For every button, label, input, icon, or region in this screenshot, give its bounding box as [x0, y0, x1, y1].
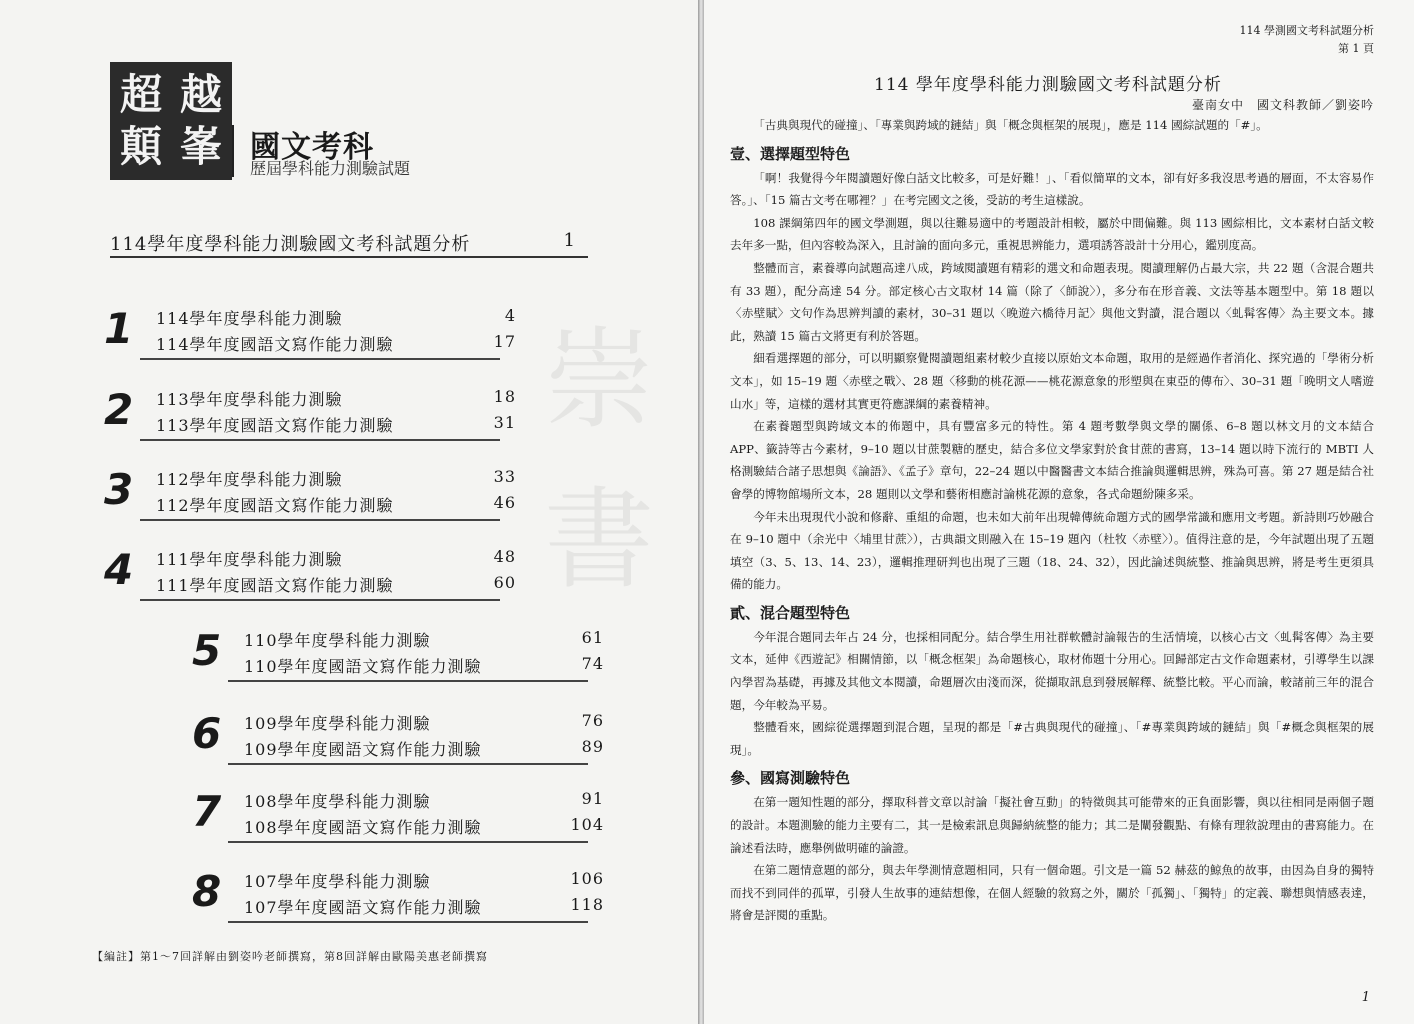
toc-entry-page: 74: [581, 654, 604, 673]
toc-header-title: 114學年度學科能力測驗國文考科試題分析: [110, 234, 471, 255]
toc-entry-page: 91: [581, 789, 604, 808]
running-head-page: 第 1 頁: [1338, 42, 1374, 55]
paragraph: 在第一題知性題的部分，擇取科普文章以討論「擬社會互動」的特徵與其可能帶來的正負面影響，與以往相同是兩個子題的設計。本題測驗的能力主要有二，其一是檢索訊息與歸納統整的能力；其二是闡發觀點、有條有理敘說理由的書寫能力。在論述看法時，應舉例做明確的論證。: [730, 795, 1374, 855]
toc-rule: [228, 680, 588, 682]
intro-paragraph: 「古典與現代的碰撞」、「專業與跨域的鏈結」與「概念與框架的展現」，應是 114 國綜試題的「#」。: [753, 118, 1268, 132]
toc-rule: [140, 519, 500, 521]
logo-char: 超: [119, 70, 162, 119]
watermark: 崇 書: [544, 316, 654, 604]
paragraph: 在素養題型與跨域文本的佈題中，具有豐富多元的特性。第 4 題考數學與文學的關係、6–8 題以林文月的文本結合 APP、籤詩等古今素材，9–10 題以甘蔗製糖的歷史，結合多位文學家對於食甘蔗的書寫，13–14 題以時下流行的 MBTI 人格測驗結合諸子思想與《論語》、《孟子》章句，22–24 題以中醫醫書文本結合推論與邏輯思辨，殊為可喜。第 27 題是結合社會學的博物館場所文本，28 題則以文學和藝術相應討論桃花源的意象，各式命題紛陳多采。: [730, 419, 1374, 501]
article-title: 114 學年度學科能力測驗國文考科試題分析: [874, 75, 1222, 95]
toc-group-7[interactable]: [192, 785, 668, 865]
chapter-number: 6: [192, 709, 222, 758]
toc-entry-label: 110學年度學科能力測驗: [244, 631, 431, 650]
paragraph: 108 課綱第四年的國文學測題，與以往難易適中的考題設計相較，屬於中間偏難。與 113 國綜相比，文本素材白話文較去年多一點，但內容較為深入，且討論的面向多元，重視思辨能力，選項誘答設計十分用心，鑑別度高。: [730, 215, 1374, 253]
toc-entry-label: 108學年度學科能力測驗: [244, 792, 431, 811]
chapter-number: 3: [104, 465, 134, 514]
toc-entry-label: 111學年度學科能力測驗: [156, 550, 343, 569]
toc-entry-page: 106: [570, 869, 604, 888]
toc-entry[interactable]: [156, 467, 516, 490]
paragraph: 整體而言，素養導向試題高達八成，跨域閱讀題有精彩的選文和命題表現。閱讀理解仍占最大宗，共 22 題（含混合題共有 33 題），配分高達 54 分。部定核心古文取材 14 篇（除了〈師說〉），多分布在形音義、文法等基本題型中。第 18 題以〈赤壁賦〉文句作為思辨判讀的素材，30–31 題以〈晚遊六橋待月記〉與他文對讀，混合題以〈虬髯客傳〉為主要文本。據此，熟讀 15 篇古文將更有利於答題。: [730, 260, 1374, 343]
section-heading: 參、國寫測驗特色: [730, 769, 851, 788]
toc-entry-page: 31: [493, 413, 516, 432]
paragraph: 今年未出現現代小說和修辭、重組的命題，也未如大前年出現韓傳統命題方式的國學常識和應用文考題。新詩則巧妙融合在 9–10 題中（余光中〈埔里甘蔗〉），古典韻文則融入在 15–19 題內（杜牧〈赤壁〉）。值得注意的是，今年試題出現了五題填空（3、5、13、14、23），邏輯推理研判也出現了三題（18、24、32），因此論述與統整、推論與思辨，將是考生更須具備的能力。: [730, 509, 1374, 592]
toc-group-2[interactable]: [104, 383, 580, 463]
logo-char: 峯: [179, 122, 222, 171]
toc-entry-label: 107學年度國語文寫作能力測驗: [244, 898, 482, 917]
toc-entry-label: 110學年度國語文寫作能力測驗: [244, 657, 482, 676]
toc-entry-label: 109學年度國語文寫作能力測驗: [244, 740, 482, 759]
chapter-number: 5: [192, 626, 222, 675]
logo-char: 顛: [119, 122, 162, 171]
toc-entry[interactable]: [244, 711, 604, 734]
toc-entry-label: 114學年度國語文寫作能力測驗: [156, 335, 394, 354]
series-logo: [110, 62, 232, 180]
paragraph: 細看選擇題的部分，可以明顯察覺閱讀題組素材較少直接以原始文本命題，取用的是經過作者消化、探究過的「學術分析文本」，如 15–19 題〈赤壁之戰〉、28 題〈移動的桃花源——桃花源意象的形塑與在東亞的傳布〉、30–31 題「晚明文人嗜遊山水」等，這樣的選材其實更符應課綱的素養精神。: [730, 351, 1374, 411]
article-author: 臺南女中 國文科教師／劉姿吟: [1191, 98, 1374, 112]
toc-entry-label: 109學年度學科能力測驗: [244, 714, 431, 733]
chapter-number: 2: [104, 385, 134, 434]
chapter-number: 1: [104, 304, 134, 353]
toc-entry-page: 61: [581, 628, 604, 647]
toc-entry-label: 112學年度國語文寫作能力測驗: [156, 496, 394, 515]
toc-entry-page: 118: [570, 895, 604, 914]
toc-entry[interactable]: [244, 815, 604, 838]
toc-entry[interactable]: [156, 547, 516, 570]
toc-entry[interactable]: [156, 413, 516, 436]
toc-entry-page: 89: [581, 737, 604, 756]
page-number: 1: [1361, 990, 1370, 1005]
toc-entry-page: 48: [493, 547, 516, 566]
toc-entry-page: 4: [504, 306, 516, 325]
toc-entry-page: 60: [493, 573, 516, 592]
editor-note: 【編註】第1～7回詳解由劉姿吟老師撰寫，第8回詳解由歐陽美惠老師撰寫: [92, 950, 488, 963]
toc-entry[interactable]: [156, 493, 516, 516]
toc-entry-label: 111學年度國語文寫作能力測驗: [156, 576, 394, 595]
toc-entry-page: 17: [493, 332, 516, 351]
paragraph: 在第二題情意題的部分，與去年學測情意題相同，只有一個命題。引文是一篇 52 赫茲的鯨魚的故事，由因為自身的獨特而找不到同伴的孤單，引發人生故事的連結想像，在個人經驗的敘寫之外，關於「孤獨」、「獨特」的定義、聯想與情感表達，將會是評閱的重點。: [730, 863, 1374, 923]
chapter-number: 8: [192, 867, 222, 916]
running-header: [1240, 22, 1375, 58]
toc-entry[interactable]: [244, 789, 604, 812]
toc-entry[interactable]: [156, 387, 516, 410]
toc-entry[interactable]: [244, 628, 604, 651]
toc-header-rule: [110, 256, 588, 258]
toc-entry-page: 76: [581, 711, 604, 730]
toc-rule: [140, 439, 500, 441]
article-body: [730, 114, 1374, 927]
toc-rule: [228, 921, 588, 923]
title-divider: [232, 125, 234, 177]
toc-entry[interactable]: [244, 869, 604, 892]
toc-rule: [228, 763, 588, 765]
toc-group-3[interactable]: [104, 463, 580, 543]
toc-entry[interactable]: [244, 654, 604, 677]
section-heading: 壹、選擇題型特色: [730, 144, 851, 163]
toc-entry-label: 107學年度學科能力測驗: [244, 872, 431, 891]
toc-entry[interactable]: [156, 332, 516, 355]
toc-entry-page: 33: [493, 467, 516, 486]
toc-entry-page: 46: [493, 493, 516, 512]
toc-entry[interactable]: [156, 306, 516, 329]
toc-entry-label: 108學年度國語文寫作能力測驗: [244, 818, 482, 837]
toc-entry[interactable]: [244, 895, 604, 918]
toc-group-6[interactable]: [192, 707, 668, 787]
paragraph: 「啊！我覺得今年閱讀題好像白話文比較多，可是好難！」、「看似簡單的文本，卻有好多我沒思考過的層面，不太容易作答。」、「15 篇古文考在哪裡？」在考完國文之後，受訪的考生這樣說。: [730, 170, 1374, 208]
toc-entry-label: 112學年度學科能力測驗: [156, 470, 343, 489]
toc-rule: [228, 841, 588, 843]
toc-entry-page: 18: [493, 387, 516, 406]
toc-header-page: 1: [563, 230, 576, 251]
section-heading: 貳、混合題型特色: [730, 603, 851, 622]
chapter-number: 4: [104, 545, 134, 594]
toc-group-8[interactable]: [192, 865, 668, 945]
book-subtitle: 歷屆學科能力測驗試題: [250, 159, 411, 178]
toc-group-5[interactable]: [192, 624, 668, 704]
paragraph: 整體看來，國綜從選擇題到混合題，呈現的都是「#古典與現代的碰撞」、「#專業與跨域的鏈結」與「#概念與框架的展現」。: [730, 720, 1374, 757]
toc-entry-label: 113學年度國語文寫作能力測驗: [156, 416, 394, 435]
running-head-title: 114 學測國文考科試題分析: [1239, 24, 1374, 37]
toc-entry-page: 104: [570, 815, 604, 834]
toc-group-4[interactable]: [104, 543, 580, 623]
toc-rule: [140, 599, 500, 601]
logo-char: 越: [179, 70, 222, 119]
toc-rule: [140, 358, 500, 360]
paragraph: 今年混合題同去年占 24 分，也採相同配分。結合學生用社群軟體討論報告的生活情境，以核心古文〈虬髯客傳〉為主要文本，延伸《西遊記》相關情節，以「概念框架」為命題核心，取材佈題十分用心。回歸部定古文作命題素材，引導學生以課內學習為基礎，再據及其他文本閱讀，命題層次由淺而深，從擷取訊息到發展解釋、統整比較。平心而論，較諸前三年的混合題，今年較為平易。: [730, 629, 1374, 712]
toc-entry[interactable]: [244, 737, 604, 760]
chapter-number: 7: [192, 787, 222, 836]
toc-entry-label: 113學年度學科能力測驗: [156, 390, 343, 409]
toc-entry[interactable]: [156, 573, 516, 596]
toc-entry-label: 114學年度學科能力測驗: [156, 309, 343, 328]
toc-group-1[interactable]: [104, 302, 580, 382]
book-title: 國文考科: [250, 130, 374, 165]
